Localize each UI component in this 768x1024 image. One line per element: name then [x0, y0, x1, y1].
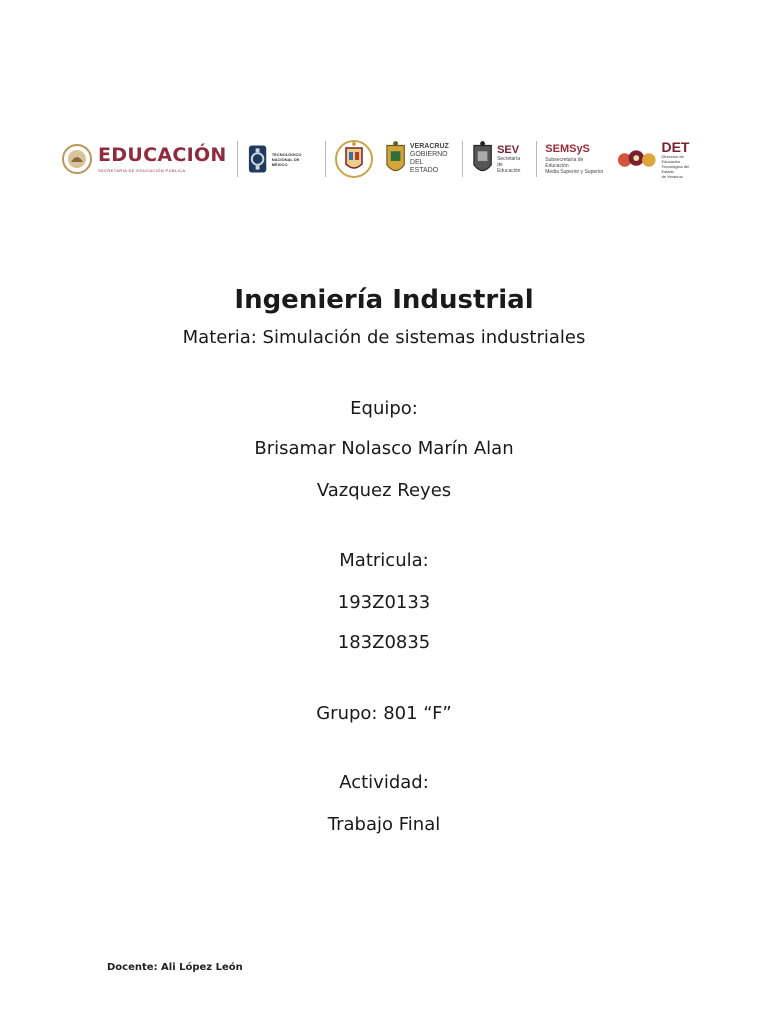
- team-member-2: Vazquez Reyes: [316, 480, 452, 501]
- semsys-line-1: Subsecretaría de Educación: [545, 156, 584, 169]
- educacion-subtitle: SECRETARÍA DE EDUCACIÓN PÚBLICA: [98, 167, 186, 173]
- activity-label: Actividad:: [339, 772, 429, 793]
- semsys-wordmark: SEMSyS: [545, 142, 590, 155]
- sev-wordmark: SEV: [497, 143, 520, 156]
- header-logo-strip: [62, 128, 712, 190]
- det-line-2: Tecnológica del Estado: [661, 163, 690, 174]
- teacher-footer: Docente: Ali López León: [107, 962, 243, 973]
- det-seed-icon: [616, 142, 658, 176]
- group-line: Grupo: 801 “F”: [316, 703, 452, 724]
- id-label: Matricula:: [339, 550, 429, 571]
- sev-shield-icon: [471, 139, 494, 179]
- veracruz-line-1: VERACRUZ: [409, 143, 449, 150]
- det-logo: [616, 140, 702, 179]
- semsys-line-2: Media Superior y Superior: [545, 168, 604, 175]
- sev-line-2: de Educación: [497, 161, 521, 174]
- sev-line-1: Secretaría: [497, 155, 521, 162]
- team-label: Equipo:: [350, 398, 418, 419]
- det-line-1: Dirección de Educación: [661, 153, 684, 164]
- educacion-wordmark: EDUCACIÓN: [98, 143, 227, 166]
- logo-divider: [237, 141, 238, 177]
- educacion-logo: [62, 142, 227, 176]
- sev-logo: [471, 139, 526, 179]
- student-id-1: 193Z0133: [337, 592, 431, 613]
- det-wordmark: DET: [661, 138, 690, 155]
- semsys-logo: [545, 144, 606, 175]
- veracruz-line-2: GOBIERNO: [409, 151, 448, 158]
- tecnm-line-2: NACIONAL DE MÉXICO: [271, 156, 300, 167]
- student-id-2: 183Z0835: [337, 632, 431, 653]
- mexico-coat-of-arms-icon: [62, 142, 92, 176]
- institute-shield-logo: [334, 136, 374, 182]
- logo-divider: [462, 141, 463, 177]
- activity-name: Trabajo Final: [327, 814, 441, 835]
- logo-divider: [536, 141, 537, 177]
- veracruz-line-3: DEL ESTADO: [409, 159, 439, 174]
- veracruz-shield-icon: [384, 139, 407, 179]
- tecnm-gear-icon: [246, 142, 269, 176]
- det-line-3: de Veracruz: [661, 173, 683, 179]
- page-title: Ingeniería Industrial: [234, 285, 534, 315]
- subject-line: Materia: Simulación de sistemas industriales: [182, 327, 586, 348]
- institute-shield-icon: [334, 136, 374, 182]
- tecnm-logo: [246, 142, 315, 176]
- tecnm-line-1: TECNOLÓGICO: [271, 151, 302, 157]
- logo-divider: [325, 141, 326, 177]
- team-member-1: Brisamar Nolasco Marín Alan: [254, 438, 514, 459]
- veracruz-gobierno-logo: [384, 139, 452, 179]
